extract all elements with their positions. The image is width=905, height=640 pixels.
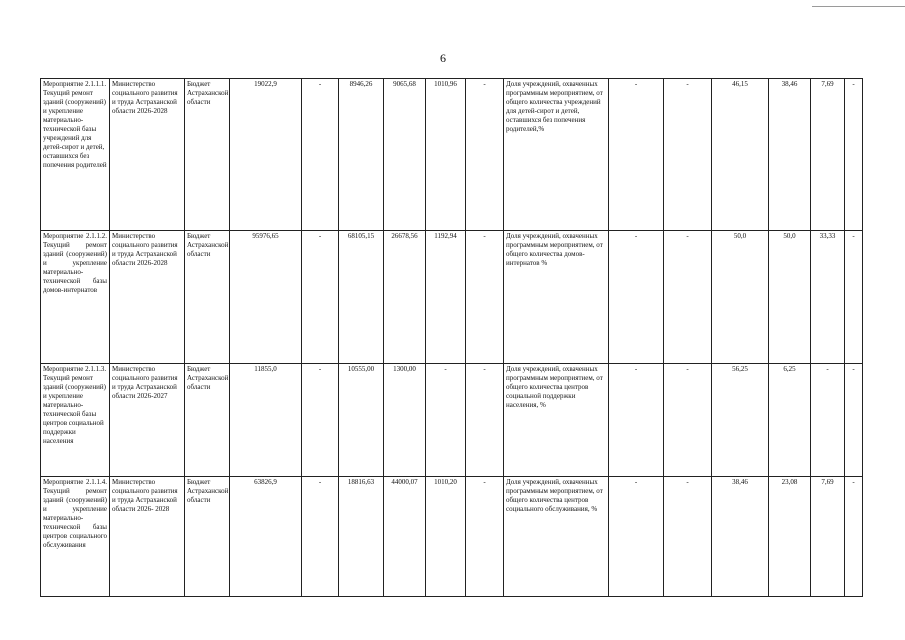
indicator-value: - (811, 364, 845, 477)
funding-value: - (466, 477, 504, 597)
activity-name: Мероприятие 2.1.1.2. Текущий ремонт зданий (сооружений) и укрепление материально-технической базы домов-интернатов (41, 231, 110, 364)
funding-value: - (466, 79, 504, 231)
funding-value: 1300,00 (384, 364, 426, 477)
table-row (41, 364, 863, 477)
funding-value: - (466, 231, 504, 364)
indicator-value: - (845, 477, 863, 597)
indicator-value: - (664, 477, 712, 597)
indicator-value: 46,15 (712, 79, 769, 231)
activity-name: Мероприятие 2.1.1.1. Текущий ремонт зданий (сооружений) и укрепление материально-технической базы учреждений для детей-сирот и детей, оставшихся без попечения родителей (41, 79, 110, 231)
indicator-value: 38,46 (769, 79, 811, 231)
funding-source: Бюджет Астраханской области (185, 477, 230, 597)
indicator-value: 6,25 (769, 364, 811, 477)
funding-source: Бюджет Астраханской области (185, 364, 230, 477)
indicator-value: 50,0 (769, 231, 811, 364)
funding-value: 26678,56 (384, 231, 426, 364)
indicator-value: 33,33 (811, 231, 845, 364)
executor: Министерство социального развития и труда Астраханской области 2026- 2028 (110, 477, 185, 597)
indicator-description: Доля учреждений, охваченных программным мероприятием, от общего количества учреждений для детей-сирот и детей, оставшихся без попечения родителей,% (504, 79, 609, 231)
program-activities-table (40, 78, 863, 597)
indicator-value: 7,69 (811, 79, 845, 231)
funding-total: 19022,9 (230, 79, 302, 231)
indicator-description: Доля учреждений, охваченных программным мероприятием, от общего количества центров социальной поддержки населения, % (504, 364, 609, 477)
executor: Министерство социального развития и труда Астраханской области 2026-2028 (110, 231, 185, 364)
indicator-value: - (609, 477, 664, 597)
funding-total: 11855,0 (230, 364, 302, 477)
indicator-value: - (664, 364, 712, 477)
funding-value: 68105,15 (339, 231, 384, 364)
funding-value: 9065,68 (384, 79, 426, 231)
table-row (41, 477, 863, 597)
funding-value: 1010,96 (426, 79, 466, 231)
indicator-value: - (664, 79, 712, 231)
funding-value: 44000,07 (384, 477, 426, 597)
funding-value: 10555,00 (339, 364, 384, 477)
indicator-value: 56,25 (712, 364, 769, 477)
indicator-value: - (845, 364, 863, 477)
indicator-value: - (609, 231, 664, 364)
table-row (41, 79, 863, 231)
funding-value: 1010,20 (426, 477, 466, 597)
activity-name: Мероприятие 2.1.1.4. Текущий ремонт зданий (сооружений) и укрепление материально-технической базы центров социального обслуживания (41, 477, 110, 597)
top-rule (812, 6, 905, 7)
funding-value: - (302, 477, 339, 597)
funding-source: Бюджет Астраханской области (185, 231, 230, 364)
indicator-value: - (664, 231, 712, 364)
funding-value: - (302, 79, 339, 231)
indicator-value: 38,46 (712, 477, 769, 597)
funding-value: - (466, 364, 504, 477)
funding-value: 8946,26 (339, 79, 384, 231)
indicator-value: - (609, 79, 664, 231)
funding-value: 1192,94 (426, 231, 466, 364)
indicator-description: Доля учреждений, охваченных программным мероприятием, от общего количества домов-интернатов % (504, 231, 609, 364)
funding-value: - (426, 364, 466, 477)
funding-source: Бюджет Астраханской области (185, 79, 230, 231)
funding-total: 63826,9 (230, 477, 302, 597)
table-row (41, 231, 863, 364)
funding-value: - (302, 364, 339, 477)
indicator-value: - (845, 79, 863, 231)
funding-value: - (302, 231, 339, 364)
funding-value: 18816,63 (339, 477, 384, 597)
executor: Министерство социального развития и труда Астраханской области 2026-2028 (110, 79, 185, 231)
indicator-value: 50,0 (712, 231, 769, 364)
indicator-value: - (845, 231, 863, 364)
indicator-value: 7,69 (811, 477, 845, 597)
executor: Министерство социального развития и труда Астраханской области 2026-2027 (110, 364, 185, 477)
page-number: 6 (440, 51, 446, 65)
indicator-value: - (609, 364, 664, 477)
activity-name: Мероприятие 2.1.1.3. Текущий ремонт зданий (сооружений) и укрепление материально-технической базы центров социальной поддержки населения (41, 364, 110, 477)
indicator-description: Доля учреждений, охваченных программным мероприятием, от общего количества центров социального обслуживания, % (504, 477, 609, 597)
funding-total: 95976,65 (230, 231, 302, 364)
indicator-value: 23,08 (769, 477, 811, 597)
